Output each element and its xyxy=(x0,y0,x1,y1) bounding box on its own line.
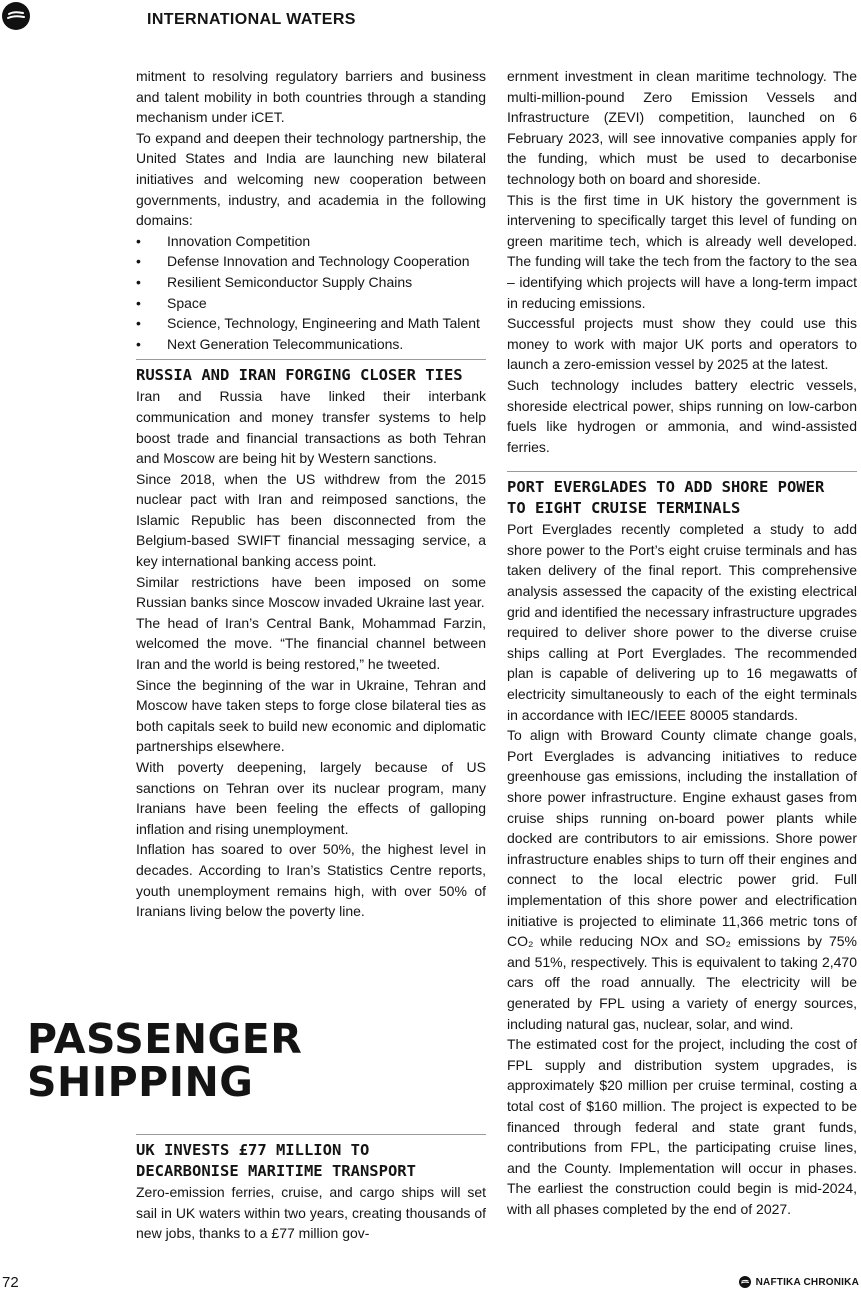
uk-article xyxy=(136,1134,486,1244)
section-header: INTERNATIONAL WATERS xyxy=(147,11,356,28)
article-paragraph: To align with Broward County climate change goals, Port Everglades is advancing initiatives to reduce greenhouse gas emissions, including the installation of shore power infrastructure. Engine exhaust gases from cruise ships running on-board power plants while docked are contributors to air emissions. Shore power infrastructure enables ships to turn off their engines and connect to the local electric power grid. Full implementation of this shore power and electrification initiative is projected to eliminate 11,366 metric tons of CO₂ while reducing NOx and SO₂ emissions by 75% and 51%, respectively. This is equivalent to taking 2,470 cars off the road annually. The electricity will be generated by FPL using a variety of energy sources, including natural gas, nuclear, solar, and wind. xyxy=(507,727,857,1032)
heading-line: PORT EVERGLADES TO ADD SHORE POWER xyxy=(507,478,825,497)
section-divider xyxy=(136,359,486,360)
heading-line: TO EIGHT CRUISE TERMINALS xyxy=(507,499,741,518)
article-paragraph: With poverty deepening, largely because of US sanctions on Tehran over its nuclear program, many Iranians have been feeling the effects of galloping inflation and rising unemployment. xyxy=(136,759,486,837)
article-paragraph: Successful projects must show they could use this money to work with major UK ports and operators to launch a zero-emission vessel by 2025 at the latest. xyxy=(507,315,857,373)
list-item: • Innovation Competition xyxy=(136,231,486,252)
article-heading-uk xyxy=(136,1140,486,1182)
section-big-title-line: SHIPPING xyxy=(27,1058,254,1106)
article-paragraph: This is the first time in UK history the government is intervening to specifically target this level of funding on green maritime tech, which is already well developed. The funding will take the tech from the factory to the sea – identifying which projects will have a long-term impact in reducing emissions. xyxy=(507,191,857,311)
intro-paragraph: mitment to resolving regulatory barriers and business and talent mobility in both countries through a standing mechanism under iCET. xyxy=(136,68,486,126)
list-item: • Science, Technology, Engineering and Math Talent xyxy=(136,313,486,334)
article-paragraph: Iran and Russia have linked their interbank communication and money transfer systems to help boost trade and financial transactions as both Tehran and Moscow are being hit by Western sanctions. xyxy=(136,388,486,467)
article-paragraph: Port Everglades recently completed a study to add shore power to the Port’s eight cruise terminals and has taken delivery of the final report. This comprehensive analysis assessed the capacity of the existing electrical grid and identified the necessary infrastructure upgrades required to deliver shore power to the diverse cruise ships calling at Port Everglades. The recommended plan is capable of delivering up to 16 megawatts of electricity simultaneously to each of the eight terminals in accordance with IEC/IEEE 80005 standards. xyxy=(507,521,857,723)
article-paragraph: Zero-emission ferries, cruise, and cargo ships will set sail in UK waters within two years, creating thousands of new jobs, thanks to a £77 million gov- xyxy=(136,1184,486,1242)
page-number: 72 xyxy=(2,1274,19,1291)
article-paragraph: The estimated cost for the project, including the cost of FPL supply and distribution system upgrades, is approximately $20 million per cruise terminal, costing a total cost of $160 million. The project is expected to be financed through federal and state grant funds, contributions from FPL, the participating cruise lines, and the County. Implementation will occur in phases. The earliest the construction could begin is mid-2024, with all phases completed by the end of 2027. xyxy=(507,1036,857,1217)
heading-line: DECARBONISE MARITIME TRANSPORT xyxy=(136,1162,416,1180)
section-big-title-line: PASSENGER xyxy=(27,1015,303,1063)
section-big-title xyxy=(27,1015,303,1106)
list-item: • Resilient Semiconductor Supply Chains xyxy=(136,272,486,293)
wave-logo-icon xyxy=(2,2,30,30)
article-paragraph: ernment investment in clean maritime technology. The multi-million-pound Zero Emission Vessels and Infrastructure (ZEVI) competition, launched on 6 February 2023, will see innovative companies apply for the funding, which must be used to decarbonise technology both on board and shoreside. xyxy=(507,68,857,187)
article-heading-russia-iran: RUSSIA AND IRAN FORGING CLOSER TIES xyxy=(136,366,463,385)
intro-paragraph: To expand and deepen their technology partnership, the United States and India are launching new bilateral initiatives and welcoming new cooperation between governments, industry, and academia in the following domains: xyxy=(136,129,486,229)
heading-line: UK INVESTS £77 MILLION TO xyxy=(136,1141,370,1159)
section-divider xyxy=(136,1134,486,1135)
left-column xyxy=(136,66,486,922)
article-paragraph: Since 2018, when the US withdrew from the 2015 nuclear pact with Iran and reimposed sanctions, the Islamic Republic has been disconnected from the Belgium-based SWIFT financial messaging service, a key international banking access point. xyxy=(136,470,486,570)
list-item: • Defense Innovation and Technology Cooperation xyxy=(136,251,486,272)
list-item: • Space xyxy=(136,293,486,314)
article-heading-port-everglades xyxy=(507,477,857,519)
domains-list xyxy=(136,231,486,355)
article-paragraph: Inflation has soared to over 50%, the highest level in decades. According to Iran’s Statistics Centre reports, youth unemployment remains high, with over 50% of Iranians living below the poverty line. xyxy=(136,841,486,920)
footer-brand-label: NAFTIKA CHRONIKA xyxy=(755,1276,859,1288)
wave-logo-icon xyxy=(739,1276,751,1288)
right-column xyxy=(507,66,857,1219)
article-paragraph: Such technology includes battery electric vessels, shoreside electrical power, ships running on low-carbon fuels like hydrogen or ammonia, and wind-assisted ferries. xyxy=(507,376,857,455)
footer-brand xyxy=(739,1276,859,1288)
article-paragraph: Since the beginning of the war in Ukraine, Tehran and Moscow have taken steps to forge close bilateral ties as both capitals seek to build new economic and diplomatic partnerships elsewhere. xyxy=(136,676,486,755)
section-divider xyxy=(507,471,857,472)
article-paragraph: The head of Iran’s Central Bank, Mohammad Farzin, welcomed the move. “The financial channel between Iran and the world is being restored,” he tweeted. xyxy=(136,614,486,673)
article-paragraph: Similar restrictions have been imposed on some Russian banks since Moscow invaded Ukraine last year. xyxy=(136,573,486,611)
list-item: • Next Generation Telecommunications. xyxy=(136,334,486,355)
